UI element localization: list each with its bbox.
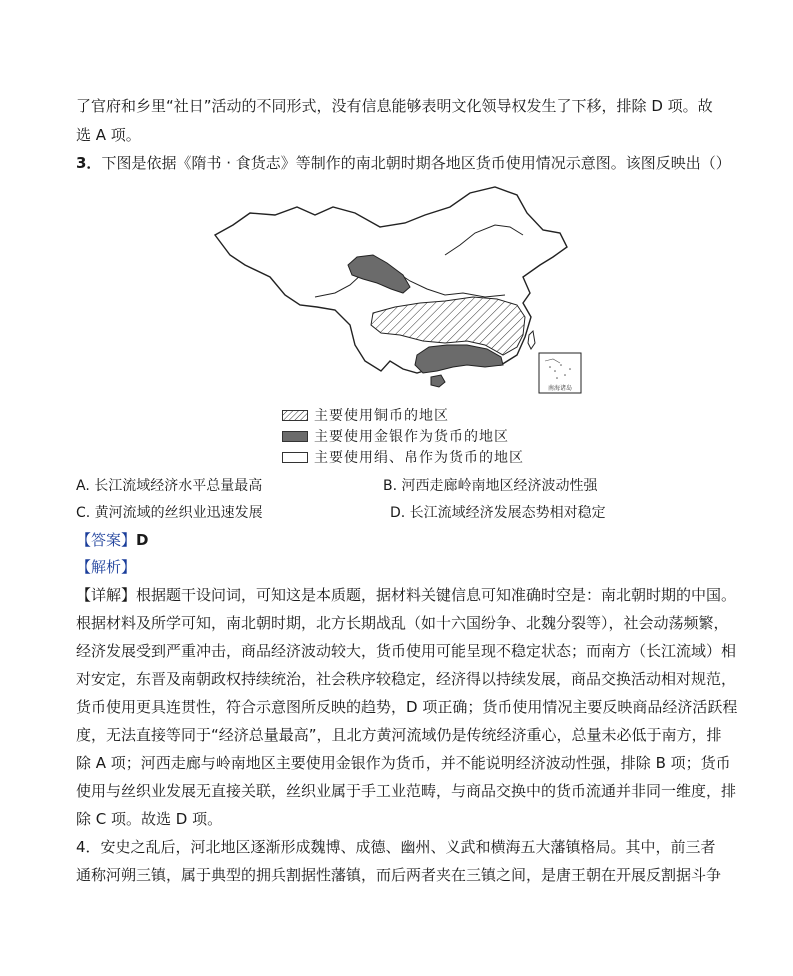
answer-tag: 【答案】	[76, 531, 137, 549]
detail-line: 度，无法直接等同于“经济总量最高”，且北方黄河流域仍是传统经济重心，总量未必低于南方，排	[76, 726, 722, 744]
hatched-swatch-icon	[282, 410, 308, 421]
detail-line: 根据材料及所学可知，南北朝时期，北方长期战乱（如十六国纷争、北魏分裂等），社会动荡频繁，	[76, 614, 729, 632]
detail-line: 【详解】根据题干设问词，可知这是本质题，据材料关键信息可知准确时空是：南北朝时期的中国。	[76, 586, 737, 604]
option-b: B. 河西走廊岭南地区经济波动性强	[383, 478, 598, 494]
answer-value: D	[136, 531, 149, 549]
detail-line: 对安定，东晋及南朝政权持续统治，社会秩序较稳定，经济得以持续发展，商品交换活动相对规范，	[76, 670, 737, 688]
china-map	[205, 185, 590, 405]
dark-swatch-icon	[282, 431, 308, 442]
detail-line: 除 C 项。故选 D 项。	[76, 810, 223, 828]
question-number: 3．	[76, 154, 102, 172]
legend-label: 主要使用铜币的地区	[314, 408, 449, 424]
detail-line: 除 A 项；河西走廊与岭南地区主要使用金银作为货币，并不能说明经济波动性强，排除 B 项；货币	[76, 754, 731, 772]
taiwan-island	[528, 331, 535, 349]
question-3-stem	[76, 152, 731, 174]
question-text: 下图是依据《隋书 · 食货志》等制作的南北朝时期各地区货币使用情况示意图。该图反映出（）	[101, 154, 731, 172]
blank-swatch-icon	[282, 452, 308, 463]
option-a: A. 长江流域经济水平总量最高	[76, 478, 263, 494]
question-4-line: 通称河朔三镇，属于典型的拥兵割据性藩镇，而后两者夹在三镇之间，是唐王朝在开展反割据斗争	[76, 866, 722, 884]
inset-label: 南海诸岛	[547, 385, 573, 392]
hainan-island	[431, 375, 445, 387]
legend-label: 主要使用绢、帛作为货币的地区	[314, 450, 524, 466]
question-4-line: 4．安史之乱后，河北地区逐渐形成魏博、成德、幽州、义武和横海五大藩镇格局。其中，前三者	[76, 838, 716, 856]
analysis-tag: 【解析】	[76, 558, 137, 576]
detail-line: 使用与丝织业发展无直接关联，丝织业属于手工业范畴，与商品交换中的货币流通并非同一维度，排	[76, 782, 737, 800]
option-c: C. 黄河流域的丝织业迅速发展	[76, 505, 263, 521]
legend-label: 主要使用金银作为货币的地区	[314, 429, 509, 445]
detail-line: 经济发展受到严重冲击，商品经济波动较大，货币使用可能呈现不稳定状态；而南方（长江流域）相	[76, 642, 737, 660]
answer-line	[76, 529, 148, 551]
text-line: 选 A 项。	[76, 126, 141, 144]
detail-line: 货币使用更具连贯性，符合示意图所反映的趋势，D 项正确；货币使用情况主要反映商品经济活跃程	[76, 698, 738, 716]
option-d: D. 长江流域经济发展态势相对稳定	[390, 505, 606, 521]
text-line: 了官府和乡里“社日”活动的不同形式，没有信息能够表明文化领导权发生了下移，排除 D 项。故	[76, 97, 713, 115]
